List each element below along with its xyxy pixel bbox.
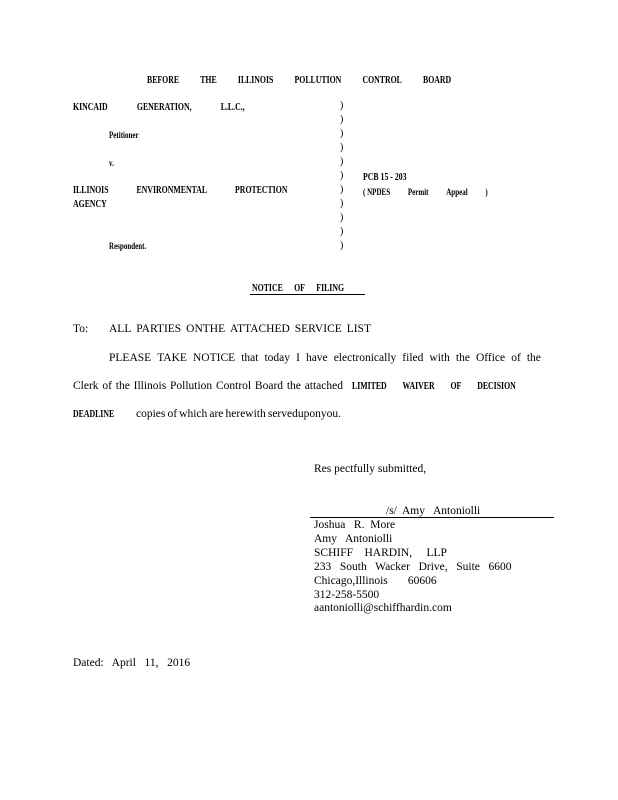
notice-title-word: OF bbox=[294, 283, 305, 294]
body-word: the bbox=[286, 380, 301, 392]
body-word: of bbox=[102, 380, 112, 392]
body-word: which bbox=[179, 408, 208, 420]
respondent-word: ENVIRONMENTAL bbox=[136, 185, 208, 196]
caption-paren: ) bbox=[340, 240, 344, 251]
petitioner-role: Petitioner bbox=[109, 130, 139, 140]
signature-line bbox=[310, 517, 554, 518]
body-word: the bbox=[115, 380, 130, 392]
body-word: I bbox=[296, 352, 300, 364]
petitioner-word: L.L.C., bbox=[220, 102, 245, 113]
header-word: ILLINOIS bbox=[237, 75, 274, 86]
notice-title-underline bbox=[250, 294, 365, 295]
caption-paren: ) bbox=[340, 226, 344, 237]
body-word: of bbox=[511, 352, 521, 364]
to-word: LIST bbox=[346, 323, 371, 335]
body-word: Pollution bbox=[170, 380, 213, 392]
petitioner-name bbox=[73, 102, 245, 113]
firm-name: SCHIFF HARDIN, LLP bbox=[314, 547, 447, 559]
respondent-word: ILLINOIS bbox=[73, 185, 109, 196]
notice-title-word: NOTICE bbox=[252, 283, 283, 294]
header-word: BOARD bbox=[423, 75, 452, 86]
notice-title bbox=[252, 283, 344, 294]
address-line: 233 South Wacker Drive, Suite 6600 bbox=[314, 561, 512, 573]
caption-paren: ) bbox=[340, 156, 344, 167]
versus: v. bbox=[109, 158, 114, 168]
petitioner-word: GENERATION, bbox=[136, 102, 192, 113]
case-type bbox=[363, 187, 488, 197]
to-word: SERVICE bbox=[294, 323, 342, 335]
to-word: ATTACHED bbox=[230, 323, 290, 335]
case-type-word: ) bbox=[485, 187, 488, 197]
petitioner-word: KINCAID bbox=[73, 102, 108, 113]
body-word: filed bbox=[402, 352, 424, 364]
body-word: the bbox=[526, 352, 541, 364]
closing: Res pectfully submitted, bbox=[314, 463, 427, 475]
body-word: today bbox=[264, 352, 291, 364]
caption-paren: ) bbox=[340, 114, 344, 125]
electronic-signature: /s/ Amy Antoniolli bbox=[386, 505, 481, 517]
signature-line-2: Amy Antoniolli bbox=[314, 533, 393, 545]
caption-paren: ) bbox=[340, 128, 344, 139]
bold-word: OF bbox=[450, 381, 462, 392]
body-word: serveduponyou. bbox=[267, 408, 341, 420]
body-word: have bbox=[305, 352, 328, 364]
respondent-name bbox=[73, 185, 288, 196]
body-word: NOTICE bbox=[192, 352, 236, 364]
header-word: BEFORE bbox=[147, 75, 180, 86]
header-word: THE bbox=[200, 75, 217, 86]
bold-word: WAIVER bbox=[402, 381, 435, 392]
document-title-bold bbox=[352, 381, 516, 392]
body-word: Control bbox=[215, 380, 252, 392]
to-word: ONTHE bbox=[186, 323, 226, 335]
header-word: CONTROL bbox=[362, 75, 402, 86]
date-line: Dated: April 11, 2016 bbox=[73, 657, 191, 669]
caption-paren: ) bbox=[340, 212, 344, 223]
bold-word: LIMITED bbox=[352, 381, 387, 392]
caption-paren: ) bbox=[340, 170, 344, 181]
body-word: electronically bbox=[333, 352, 397, 364]
caption-paren: ) bbox=[340, 198, 344, 209]
body-word: copies bbox=[136, 408, 166, 420]
body-word: Illinois bbox=[133, 380, 167, 392]
body-word: of bbox=[167, 408, 178, 420]
document-title-bold-end: DEADLINE bbox=[73, 409, 115, 420]
body-word: Office bbox=[475, 352, 506, 364]
phone-number: 312-258-5500 bbox=[314, 589, 380, 601]
body-word: with bbox=[429, 352, 450, 364]
notice-body-line3 bbox=[136, 408, 341, 420]
body-word: are bbox=[209, 408, 224, 420]
caption-paren: ) bbox=[340, 100, 344, 111]
caption-paren: ) bbox=[340, 142, 344, 153]
case-type-word: ( NPDES bbox=[363, 187, 391, 197]
to-word: ALL bbox=[109, 323, 132, 335]
case-type-word: Permit bbox=[407, 187, 429, 197]
body-word: that bbox=[241, 352, 259, 364]
case-type-word: Appeal bbox=[446, 187, 468, 197]
body-word: the bbox=[455, 352, 470, 364]
body-word: herewith bbox=[225, 408, 266, 420]
respondent-name-line2: AGENCY bbox=[73, 199, 107, 210]
to-word: PARTIES bbox=[136, 323, 182, 335]
respondent-role: Respondent. bbox=[109, 241, 147, 251]
board-header bbox=[147, 75, 451, 86]
notice-body-line2 bbox=[73, 380, 343, 392]
body-word: Board bbox=[254, 380, 284, 392]
to-label: To: bbox=[73, 323, 89, 335]
notice-body-line1 bbox=[109, 352, 541, 364]
bold-word: DECISION bbox=[477, 381, 516, 392]
to-recipients bbox=[109, 323, 371, 335]
case-number-text: PCB 15 - 203 bbox=[363, 172, 407, 183]
city-line: Chicago,Illinois 60606 bbox=[314, 575, 437, 587]
body-word: Clerk bbox=[73, 380, 99, 392]
header-word: POLLUTION bbox=[294, 75, 342, 86]
case-number bbox=[363, 172, 407, 183]
email-address: aantoniolli@schiffhardin.com bbox=[314, 602, 452, 614]
notice-title-word: FILING bbox=[316, 283, 345, 294]
body-word: PLEASE bbox=[109, 352, 152, 364]
body-word: TAKE bbox=[157, 352, 187, 364]
signature-line-1: Joshua R. More bbox=[314, 519, 396, 531]
body-word: attached bbox=[304, 380, 343, 392]
caption-paren: ) bbox=[340, 184, 344, 195]
respondent-word: PROTECTION bbox=[235, 185, 288, 196]
